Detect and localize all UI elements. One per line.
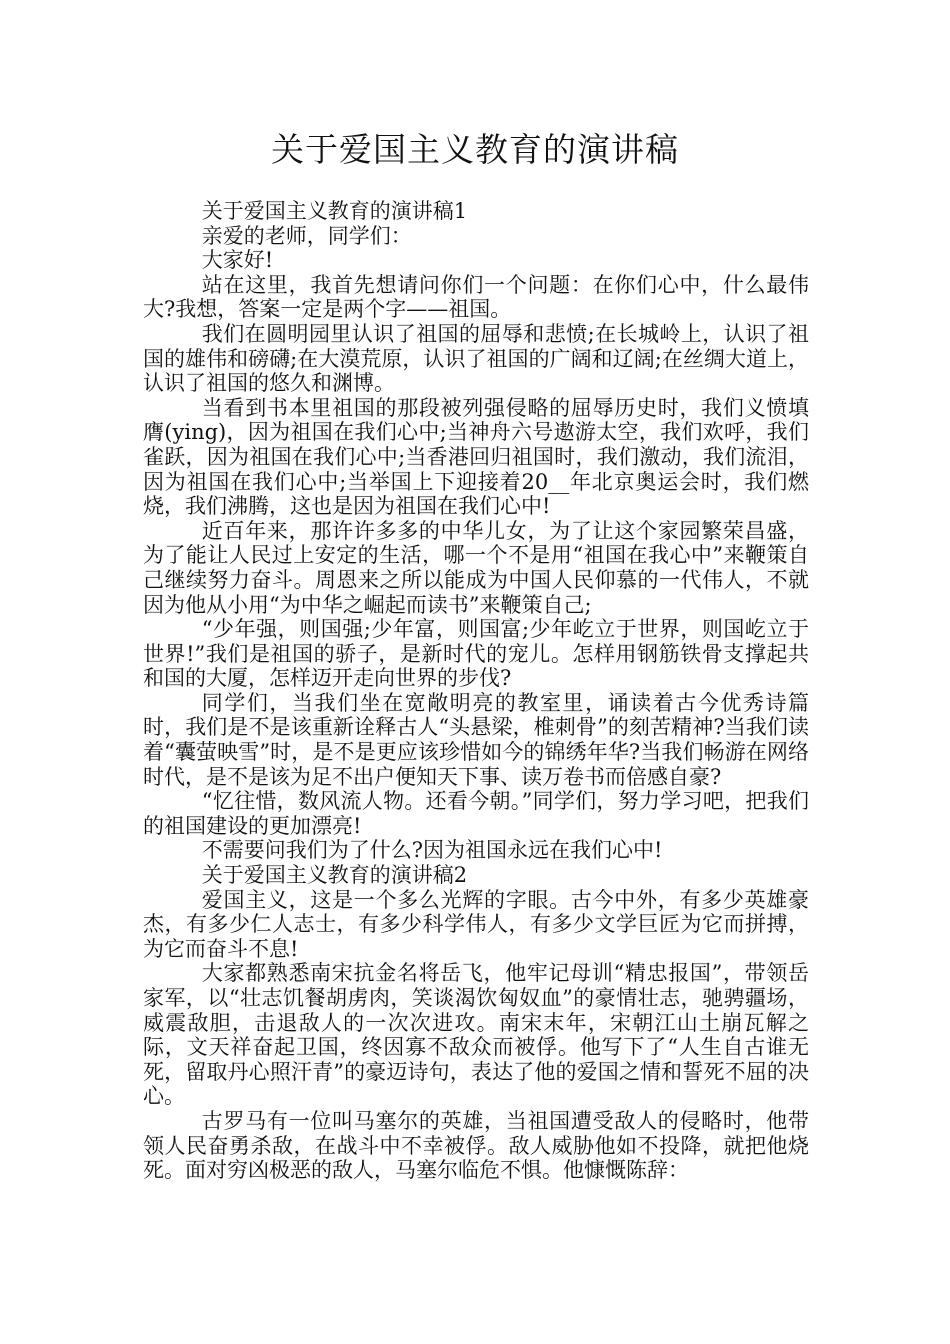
paragraph: 大家好! bbox=[201, 248, 274, 273]
paragraph: 我们在圆明园里认识了祖国的屈辱和悲愤;在长城岭上，认识了祖国的雄伟和磅礴;在大漠荒原，认识了祖国的广阔和辽阔;在丝绸大道上，认识了祖国的悠久和渊博。 bbox=[143, 321, 809, 396]
paragraph: 关于爱国主义教育的演讲稿2 bbox=[201, 863, 468, 888]
paragraph: 同学们，当我们坐在宽敞明亮的教室里，诵读着古今优秀诗篇时，我们是不是该重新诠释古人“头悬梁，椎刺骨”的刻苦精神?当我们读着“囊萤映雪”时，是不是更应该珍惜如今的锦绣年华?当我们畅游在网络时代，是不是该为足不出户便知天下事、读万卷书而倍感自豪? bbox=[143, 690, 809, 789]
paragraph: 大家都熟悉南宋抗金名将岳飞，他牢记母训“精忠报国”，带领岳家军，以“壮志饥餐胡虏肉，笑谈渴饮匈奴血”的豪情壮志，驰骋疆场，威震敌胆，击退敌人的一次次进攻。南宋末年，宋朝江山土崩瓦解之际，文天祥奋起卫国，终因寡不敌众而被俘。他写下了“人生自古谁无死，留取丹心照汗青”的豪迈诗句，表达了他的爱国之情和誓死不屈的决心。 bbox=[143, 961, 809, 1109]
paragraph: 不需要问我们为了什么?因为祖国永远在我们心中! bbox=[201, 838, 663, 863]
document-body bbox=[143, 199, 809, 1183]
paragraph: 关于爱国主义教育的演讲稿1 bbox=[201, 199, 468, 223]
paragraph: 站在这里，我首先想请问你们一个问题：在你们心中，什么最伟大?我想，答案一定是两个字——祖国。 bbox=[143, 272, 809, 322]
paragraph: 亲爱的老师，同学们： bbox=[201, 223, 412, 248]
paragraph: 当看到书本里祖国的那段被列强侵略的屈辱历史时，我们义愤填膺(ying)，因为祖国在我们心中;当神舟六号遨游太空，我们欢呼，我们雀跃，因为祖国在我们心中;当香港回归祖国时，我们激动，我们流泪，因为祖国在我们心中;当举国上下迎接着20__年北京奥运会时，我们燃烧，我们沸腾，这也是因为祖国在我们心中! bbox=[143, 395, 809, 519]
paragraph: 近百年来，那许许多多的中华儿女，为了让这个家园繁荣昌盛，为了能让人民过上安定的生活，哪一个不是用“祖国在我心中”来鞭策自己继续努力奋斗。周恩来之所以能成为中国人民仰慕的一代伟人，不就因为他从小用“为中华之崛起而读书”来鞭策自己; bbox=[143, 518, 809, 617]
paragraph: “忆往惜，数风流人物。还看今朝。”同学们，努力学习吧，把我们的祖国建设的更加漂亮! bbox=[143, 789, 809, 838]
paragraph: “少年强，则国强;少年富，则国富;少年屹立于世界，则国屹立于世界!”我们是祖国的骄子，是新时代的宠儿。怎样用钢筋铁骨支撑起共和国的大厦，怎样迈开走向世界的步伐? bbox=[143, 617, 809, 691]
paragraph: 古罗马有一位叫马塞尔的英雄，当祖国遭受敌人的侵略时，他带领人民奋勇杀敌，在战斗中不幸被俘。敌人威胁他如不投降，就把他烧死。面对穷凶极恶的敌人，马塞尔临危不惧。他慷慨陈辞： bbox=[143, 1108, 809, 1183]
paragraph: 爱国主义，这是一个多么光辉的字眼。古今中外，有多少英雄豪杰，有多少仁人志士，有多少科学伟人，有多少文学巨匠为它而拼搏，为它而奋斗不息! bbox=[143, 887, 809, 961]
document-title: 关于爱国主义教育的演讲稿 bbox=[271, 130, 679, 169]
